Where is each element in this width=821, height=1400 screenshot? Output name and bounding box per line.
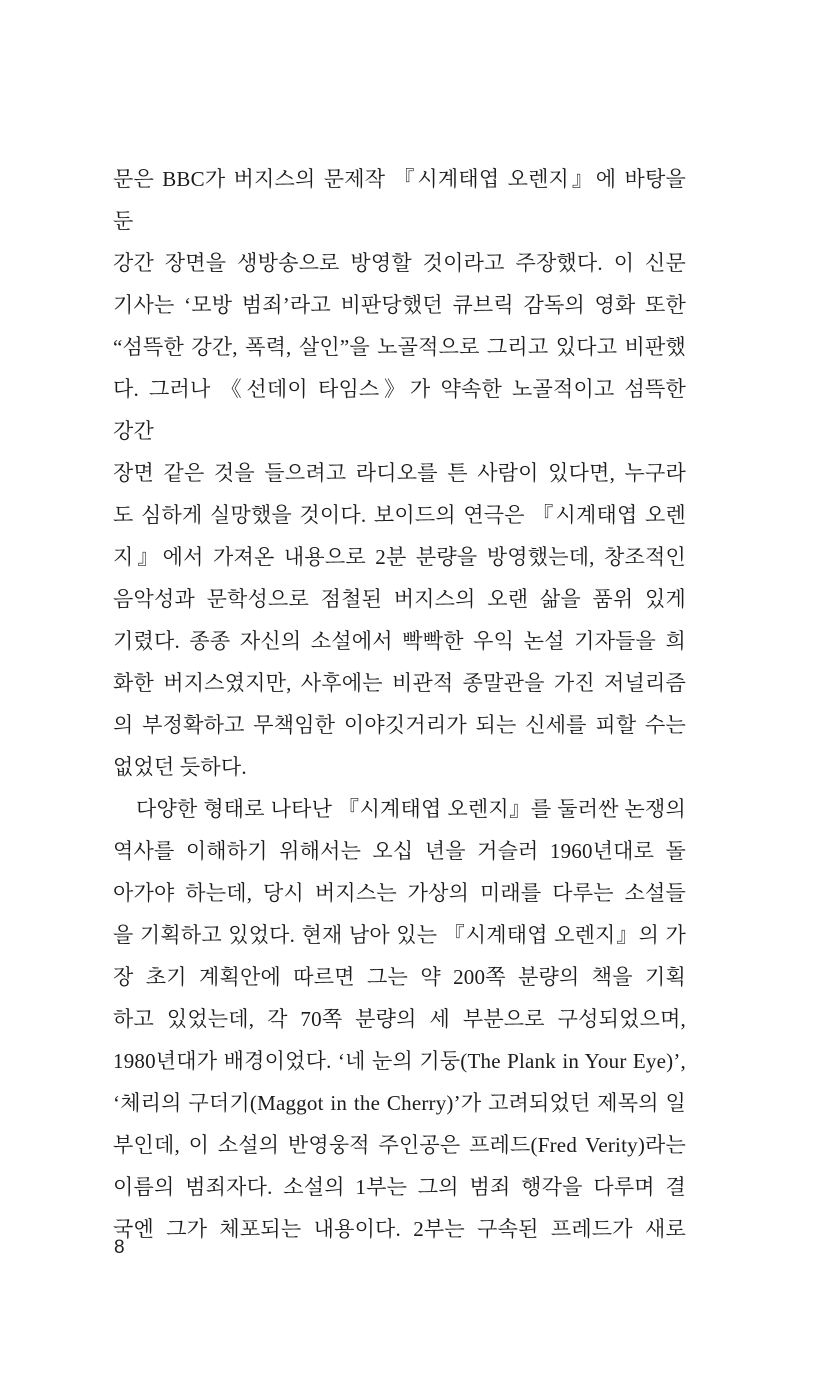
text-line: 이름의 범죄자다. 소설의 1부는 그의 범죄 행각을 다루며 결 [113,1175,686,1199]
text-line: 화한 버지스였지만, 사후에는 비관적 종말관을 가진 저널리즘 [113,671,686,695]
paragraph [113,788,686,1250]
paragraph [113,158,686,788]
text-line: “섬뜩한 강간, 폭력, 살인”을 노골적으로 그리고 있다고 비판했 [113,335,686,359]
text-line: 기사는 ‘모방 범죄’라고 비판당했던 큐브릭 감독의 영화 또한 [113,293,686,317]
text-line: 1980년대가 배경이었다. ‘네 눈의 기둥(The Plank in Your Eye)’, [113,1049,686,1073]
text-line: 장면 같은 것을 들으려고 라디오를 튼 사람이 있다면, 누구라 [113,461,686,485]
text-line: 강간 장면을 생방송으로 방영할 것이라고 주장했다. 이 신문 [113,251,686,275]
text-line: 의 부정확하고 무책임한 이야깃거리가 되는 신세를 피할 수는 [113,713,686,737]
text-line: 을 기획하고 있었다. 현재 남아 있는 『시계태엽 오렌지』의 가 [113,923,686,947]
text-line: 하고 있었는데, 각 70쪽 분량의 세 부분으로 구성되었으며, [113,1007,686,1031]
page-number: 8 [114,1237,125,1258]
text-line: 역사를 이해하기 위해서는 오십 년을 거슬러 1960년대로 돌 [113,839,686,863]
text-line: 장 초기 계획안에 따르면 그는 약 200쪽 분량의 책을 기획 [113,965,686,989]
text-line: 아가야 하는데, 당시 버지스는 가상의 미래를 다루는 소설들 [113,881,686,905]
text-line: ‘체리의 구더기(Maggot in the Cherry)’가 고려되었던 제목의 일 [113,1091,686,1115]
text-line: 다. 그러나 《선데이 타임스》가 약속한 노골적이고 섬뜩한 강간 [113,377,686,443]
text-line: 부인데, 이 소설의 반영웅적 주인공은 프레드(Fred Verity)라는 [113,1133,686,1157]
text-line: 국엔 그가 체포되는 내용이다. 2부는 구속된 프레드가 새로 [113,1217,686,1241]
body-text [113,158,686,1250]
text-line: 도 심하게 실망했을 것이다. 보이드의 연극은 『시계태엽 오렌 [113,503,686,527]
text-line: 지』에서 가져온 내용으로 2분 분량을 방영했는데, 창조적인 [113,545,686,569]
page-footer [114,1236,125,1260]
text-line: 음악성과 문학성으로 점철된 버지스의 오랜 삶을 품위 있게 [113,587,686,611]
text-line: 기렸다. 종종 자신의 소설에서 빡빡한 우익 논설 기자들을 희 [113,629,686,653]
text-line: 문은 BBC가 버지스의 문제작 『시계태엽 오렌지』에 바탕을 둔 [113,167,686,233]
text-line: 없었던 듯하다. [113,755,247,779]
text-line: 다양한 형태로 나타난 『시계태엽 오렌지』를 둘러싼 논쟁의 [136,797,686,821]
